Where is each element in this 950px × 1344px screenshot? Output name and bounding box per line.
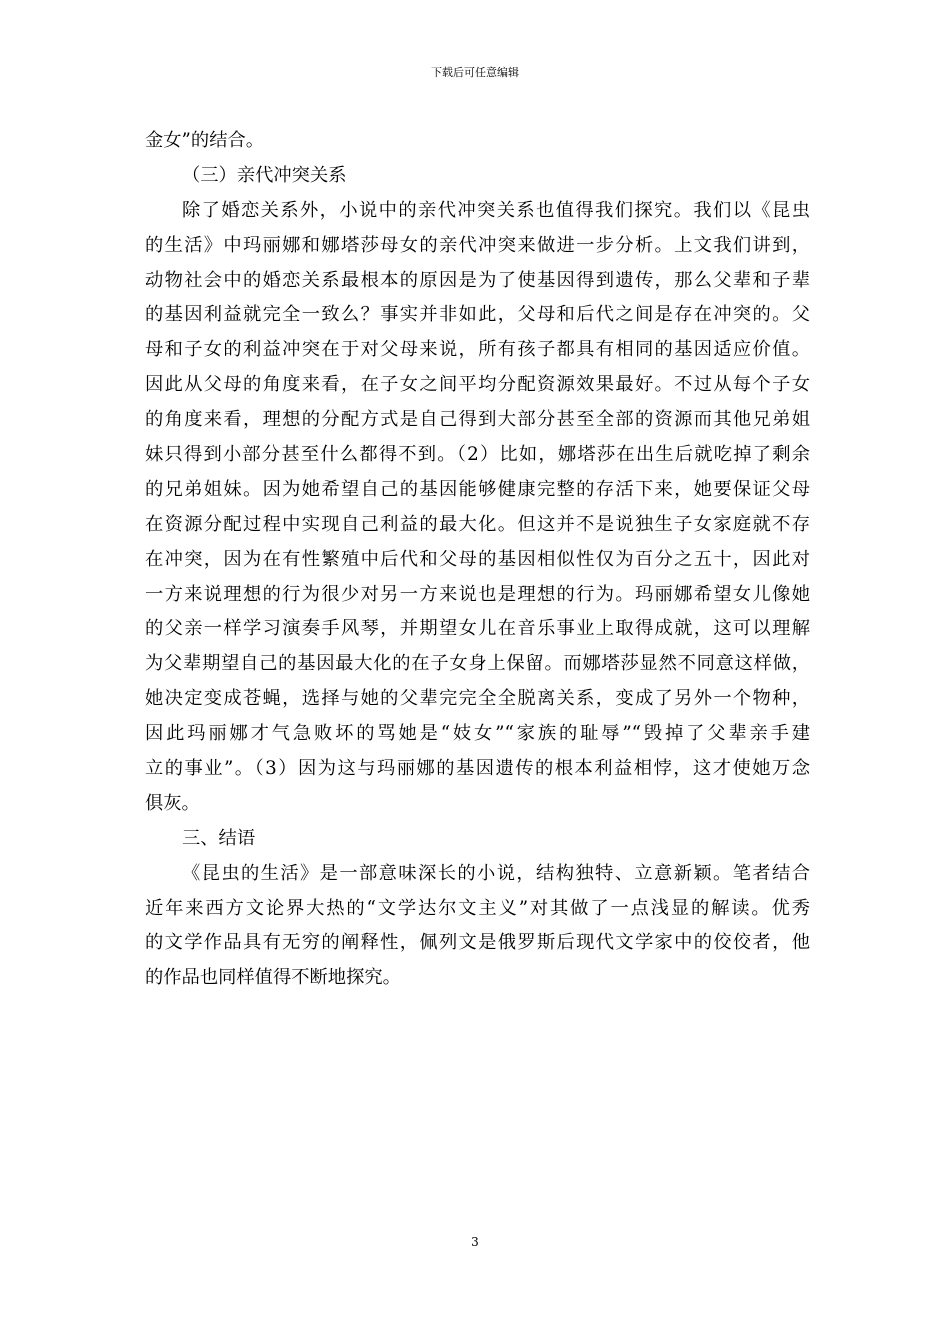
page-number: 3 bbox=[471, 1235, 479, 1249]
text-line: 在资源分配过程中实现自己利益的最大化。但这并不是说独生子女家庭就不存 bbox=[145, 513, 810, 535]
text-line: 为父辈期望自己的基因最大化的在子女身上保留。而娜塔莎显然不同意这样做， bbox=[145, 653, 810, 675]
text-line: 动物社会中的婚恋关系最根本的原因是为了使基因得到遗传，那么父辈和子辈 bbox=[145, 269, 810, 291]
text-line: 的文学作品具有无穷的阐释性，佩列文是俄罗斯后现代文学家中的佼佼者，他 bbox=[145, 932, 810, 954]
text-line: 俱灰。 bbox=[145, 792, 200, 814]
text-line: 除了婚恋关系外，小说中的亲代冲突关系也值得我们探究。我们以《昆虫 bbox=[182, 199, 810, 221]
text-line: 的兄弟姐妹。因为她希望自己的基因能够健康完整的存活下来，她要保证父母 bbox=[145, 478, 810, 500]
text-line: 的作品也同样值得不断地探究。 bbox=[145, 967, 401, 989]
text-line: 近年来西方文论界大热的“文学达尔文主义”对其做了一点浅显的解读。优秀 bbox=[145, 897, 810, 919]
section-heading: 三、结语 bbox=[182, 827, 256, 849]
text-line: 她决定变成苍蝇，选择与她的父辈完完全全脱离关系，变成了另外一个物种， bbox=[145, 688, 810, 710]
page-header: 下载后可任意编辑 bbox=[431, 66, 519, 79]
text-line: 的角度来看，理想的分配方式是自己得到大部分甚至全部的资源而其他兄弟姐 bbox=[145, 409, 810, 431]
text-line: 金女”的结合。 bbox=[145, 130, 265, 151]
text-line: 的父亲一样学习演奏手风琴，并期望女儿在音乐事业上取得成就，这可以理解 bbox=[145, 618, 810, 640]
text-line: 母和子女的利益冲突在于对父母来说，所有孩子都具有相同的基因适应价值。 bbox=[145, 339, 810, 361]
text-line: 立的事业”。（3）因为这与玛丽娜的基因遗传的根本利益相悖，这才使她万念 bbox=[145, 758, 810, 780]
text-line: 在冲突，因为在有性繁殖中后代和父母的基因相似性仅为百分之五十，因此对 bbox=[145, 548, 810, 570]
document-body bbox=[145, 124, 810, 996]
text-line: 的生活》中玛丽娜和娜塔莎母女的亲代冲突来做进一步分析。上文我们讲到， bbox=[145, 234, 810, 256]
text-line: 妹只得到小部分甚至什么都得不到。（2）比如，娜塔莎在出生后就吃掉了剩余 bbox=[145, 444, 810, 466]
text-line: 《昆虫的生活》是一部意味深长的小说，结构独特、立意新颖。笔者结合 bbox=[182, 862, 810, 884]
text-line: 因此从父母的角度来看，在子女之间平均分配资源效果最好。不过从每个子女 bbox=[145, 374, 810, 396]
text-line: 因此玛丽娜才气急败坏的骂她是“妓女”“家族的耻辱”“毁掉了父辈亲手建 bbox=[145, 723, 810, 745]
section-heading: （三）亲代冲突关系 bbox=[182, 164, 347, 186]
text-line: 的基因利益就完全一致么？事实并非如此，父母和后代之间是存在冲突的。父 bbox=[145, 304, 810, 326]
text-line: 一方来说理想的行为很少对另一方来说也是理想的行为。玛丽娜希望女儿像她 bbox=[145, 583, 810, 605]
